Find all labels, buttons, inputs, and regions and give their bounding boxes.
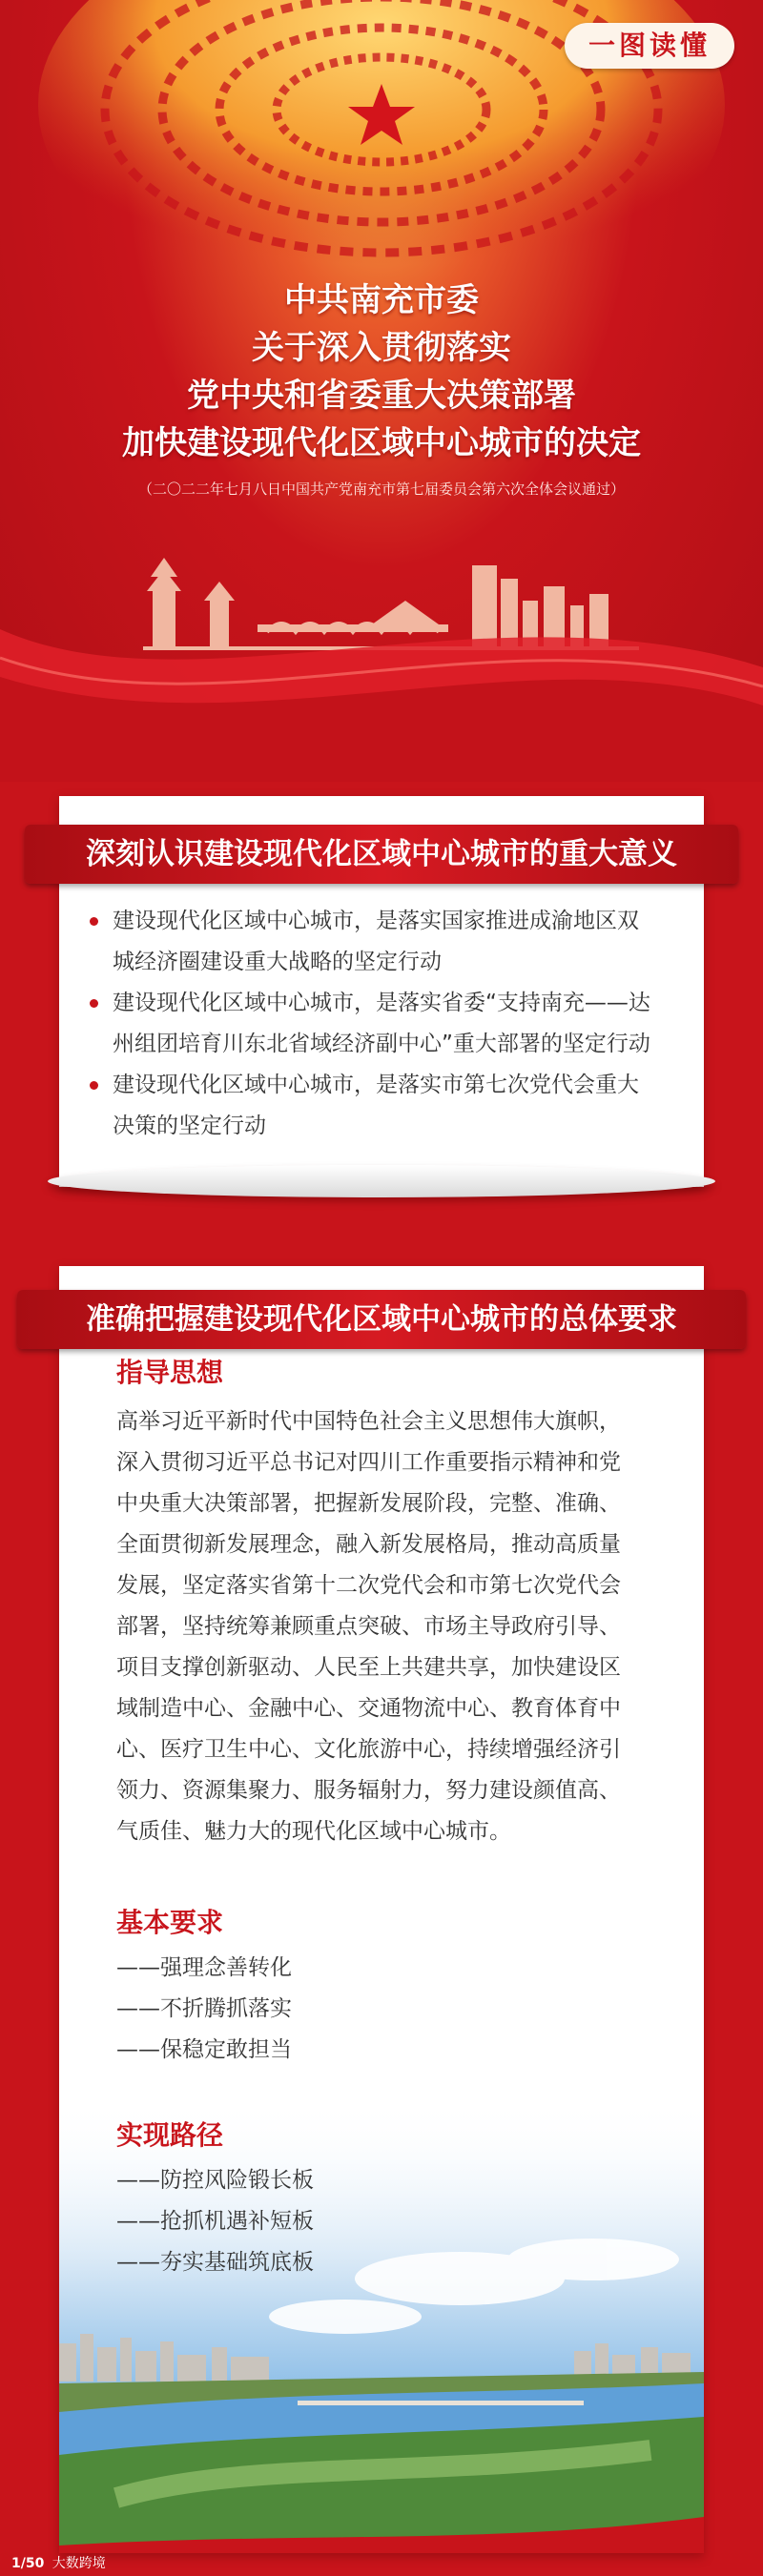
badge-one-chart-explained: 一图读懂 — [565, 23, 734, 69]
guiding-line: 高举习近平新时代中国特色社会主义思想伟大旗帜， — [116, 1409, 621, 1434]
bullet-dot-icon — [90, 917, 98, 926]
list-item: ——强理念善转化 — [116, 1955, 292, 1980]
list-item: ——保稳定敢担当 — [116, 2037, 292, 2062]
guiding-line: 领力、资源集聚力、服务辐射力，努力建设颜值高、 — [116, 1778, 621, 1803]
section2-content — [116, 1354, 679, 2283]
heading-implementation-path: 实现路径 — [116, 2119, 224, 2151]
bullet-dot-icon — [90, 999, 98, 1008]
guiding-line: 深入贯彻习近平总书记对四川工作重要指示精神和党 — [116, 1450, 621, 1475]
list-item: ——不折腾抓落实 — [116, 1996, 292, 2021]
subtitle: （二〇二二年七月八日中国共产党南充市第七届委员会第六次全体会议通过） — [137, 480, 625, 498]
list-item: ——防控风险锻长板 — [116, 2168, 314, 2193]
watermark-text: 大数跨境 — [52, 2556, 106, 2571]
section2-title: 准确把握建设现代化区域中心城市的总体要求 — [17, 1290, 746, 1349]
list-item: ——抢抓机遇补短板 — [116, 2209, 314, 2234]
hero-banner — [0, 0, 763, 782]
section1-title: 深刻认识建设现代化区域中心城市的重大意义 — [25, 825, 738, 884]
heading-guiding-thought: 指导思想 — [116, 1357, 224, 1388]
guiding-line: 中央重大决策部署，把握新发展阶段，完整、准确、 — [116, 1491, 621, 1516]
heading-basic-requirements: 基本要求 — [116, 1907, 224, 1938]
guiding-line: 气质佳、魅力大的现代化区域中心城市。 — [116, 1819, 511, 1844]
footer-watermark — [11, 2551, 106, 2576]
watermark-logo: 1/50 — [11, 2556, 45, 2571]
guiding-line: 部署，坚持统筹兼顾重点突破、市场主导政府引导、 — [116, 1614, 621, 1639]
guiding-line: 心、医疗卫生中心、文化旅游中心，持续增强经济引 — [116, 1737, 621, 1762]
title-line-4: 加快建设现代化区域中心城市的决定 — [122, 424, 641, 462]
list-item: ——夯实基础筑底板 — [116, 2250, 314, 2275]
section1-bullet-list — [84, 901, 685, 1147]
title-block — [0, 276, 763, 499]
guiding-line: 域制造中心、金融中心、交通物流中心、教育体育中 — [116, 1696, 621, 1721]
list-item: 建设现代化区域中心城市，是落实国家推进成渝地区双 城经济圈建设重大战略的坚定行动 — [84, 901, 685, 983]
scroll-curl — [48, 1165, 715, 1197]
title-line-2: 关于深入贯彻落实 — [252, 329, 511, 367]
guiding-line: 项目支撑创新驱动、人民至上共建共享，加快建设区 — [116, 1655, 621, 1680]
title-line-1: 中共南充市委 — [284, 281, 479, 319]
guiding-line: 全面贯彻新发展理念，融入新发展格局，推动高质量 — [116, 1532, 621, 1557]
list-item: 建设现代化区域中心城市，是落实省委“支持南充——达 州组团培育川东北省域经济副中心”重大部署的坚定行动 — [84, 983, 685, 1065]
guiding-line: 发展，坚定落实省第十二次党代会和市第七次党代会 — [116, 1573, 621, 1598]
list-item: 建设现代化区域中心城市，是落实市第七次党代会重大 决策的坚定行动 — [84, 1065, 685, 1147]
silk-ribbon-decoration — [0, 591, 763, 782]
bullet-dot-icon — [90, 1081, 98, 1090]
title-line-3: 党中央和省委重大决策部署 — [187, 377, 576, 415]
